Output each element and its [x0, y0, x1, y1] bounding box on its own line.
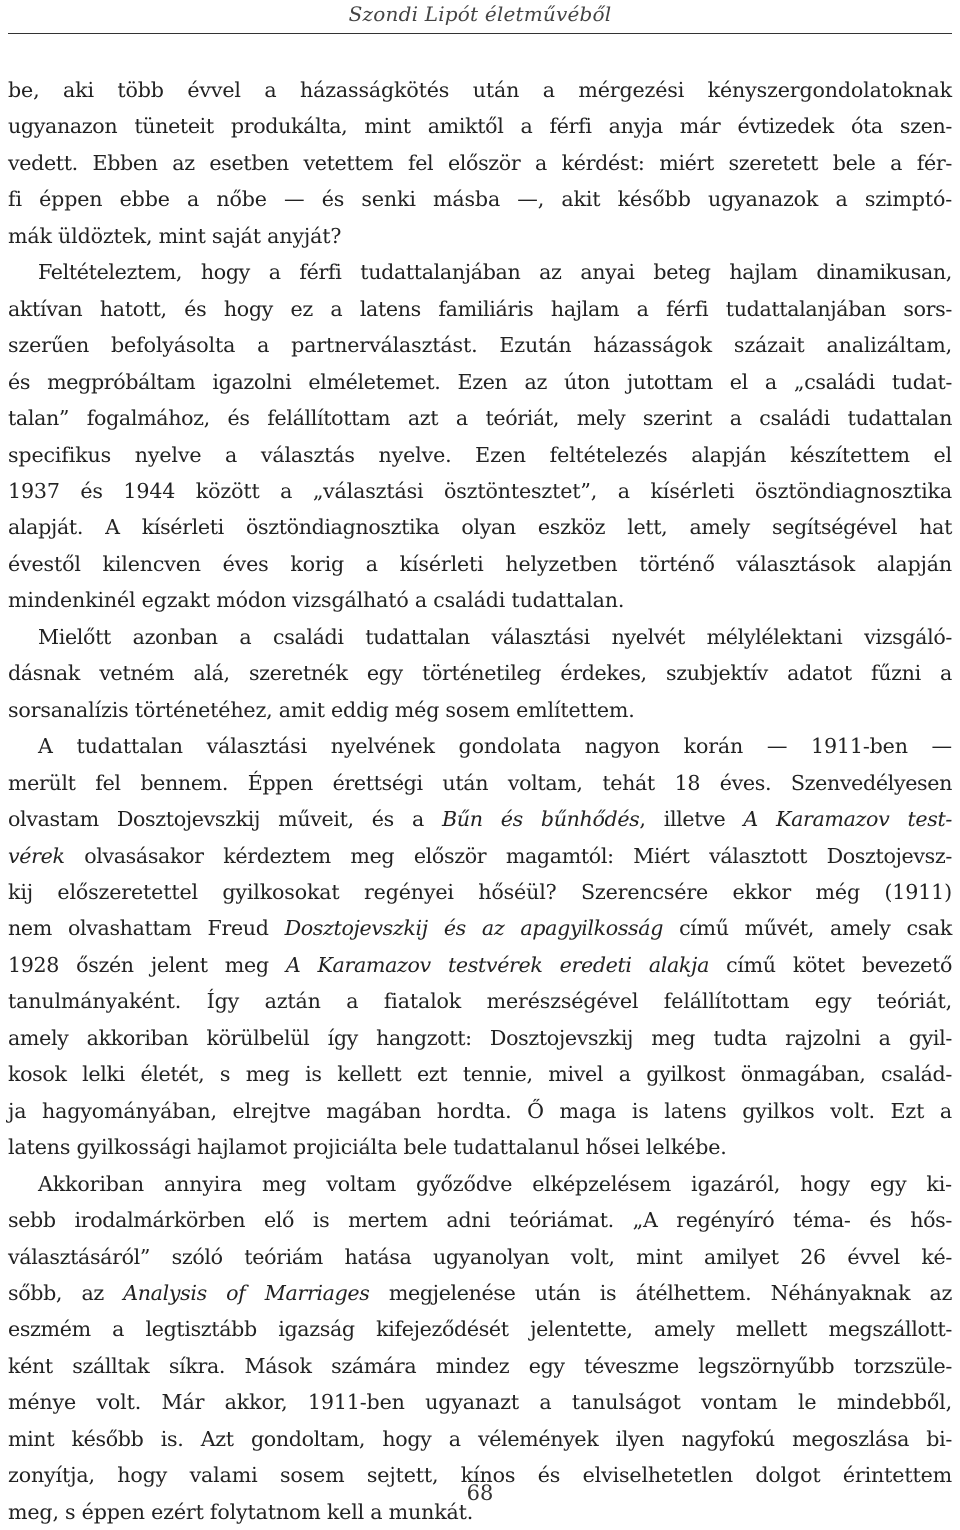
book-title: Bűn és bűnhődés: [442, 807, 640, 832]
text-run: olvastam Dosztojevszkij műveit, és a: [8, 807, 443, 832]
book-title: Dosztojevszkij és az apagyilkosság: [284, 916, 664, 941]
text-line-with-italic: [8, 838, 952, 874]
text-line: eszmém a legtisztább igazság kifejeződését jelentette, amely mellett megszállott-: [8, 1317, 952, 1342]
text-run: 1928 őszén jelent meg: [8, 952, 286, 977]
text-line: meg, s éppen ezért folytatnom kell a munkát.: [8, 1499, 474, 1524]
text-line: aktívan hatott, és hogy ez a latens familiáris hajlam a férfi tudattalanjában sors-: [8, 296, 952, 321]
paragraph-first-line: Mielőtt azonban a családi tudattalan választási nyelvét mélylélektani vizsgáló-: [38, 624, 952, 649]
text-line: és megpróbáltam igazolni elméletemet. Ezen az úton jutottam el a „családi tudat-: [8, 369, 952, 394]
text-run: nem olvashattam Freud: [8, 916, 285, 941]
text-line: 1937 és 1944 között a „választási ösztöntesztet”, a kísérleti ösztöndiagnosztika: [8, 478, 952, 503]
text-line: mindenkinél egzakt módon vizsgálható a családi tudattalan.: [8, 588, 625, 613]
header-rule: [8, 33, 952, 34]
text-line: kosok lelki életét, s meg is kellett ezt tennie, mivel a gyilkost önmagában, család-: [8, 1062, 952, 1087]
paragraph-first-line: Feltételeztem, hogy a férfi tudattalanjában az anyai beteg hajlam dinamikusan,: [38, 260, 952, 285]
text-line: sorsanalízis történetéhez, amit eddig még sosem említettem.: [8, 697, 635, 722]
text-run: , illetve: [639, 807, 744, 832]
text-line: mint később is. Azt gondoltam, hogy a vélemények ilyen nagyfokú megoszlása bi-: [8, 1426, 952, 1451]
page-number: 68: [466, 1481, 494, 1505]
text-line-with-italic: [8, 1275, 952, 1311]
text-line: ménye volt. Már akkor, 1911-ben ugyanazt a tanulságot vontam le mindebből,: [8, 1390, 952, 1415]
text-line: ja hagyományában, elrejtve magában hordta. Ő maga is latens gyilkos volt. Ezt a: [8, 1098, 952, 1123]
text-line: ugyanazon tüneteit produkálta, mint amiktől a férfi anyja már évtizedek óta szen-: [8, 114, 952, 139]
text-line: specifikus nyelve a választás nyelve. Ezen feltételezés alapján készítettem el: [8, 442, 952, 467]
text-line: alapját. A kísérleti ösztöndiagnosztika olyan eszköz lett, amely segítségével hat: [8, 515, 952, 540]
text-line: latens gyilkossági hajlamot projiciálta bele tudattalanul hősei lelkébe.: [8, 1135, 727, 1160]
text-run: sőbb, az: [8, 1280, 124, 1305]
text-line: fi éppen ebbe a nőbe — és senki másba —, akit később ugyanazok a szimptó-: [8, 187, 952, 212]
text-line: merült fel bennem. Éppen érettségi után voltam, tehát 18 éves. Szenvedélyesen: [8, 770, 952, 795]
text-run: című művét, amely csak: [663, 916, 952, 941]
text-run: című kötet bevezető: [709, 952, 952, 977]
text-line: tanulmányaként. Így aztán a fiatalok merészségével felállítottam egy teóriát,: [8, 989, 952, 1014]
text-line: mák üldöztek, mint saját anyját?: [8, 223, 342, 248]
text-line-with-italic: [8, 801, 952, 837]
book-title: A Karamazov testvérek eredeti alakja: [285, 952, 710, 977]
text-line: amely akkoriban körülbelül így hangzott: Dosztojevszkij meg tudta rajzolni a gyil-: [8, 1025, 952, 1050]
text-line-with-italic: [8, 910, 952, 946]
text-line: dásnak vetném alá, szeretnék egy történetileg érdekes, szubjektív adatot fűzni a: [8, 661, 952, 686]
book-title: Analysis of Marriages: [123, 1280, 370, 1305]
text-line: kij előszeretettel gyilkosokat regényei hőséül? Szerencsére ekkor még (1911): [8, 879, 952, 904]
text-line: évestől kilencven éves korig a kísérleti helyzetben történő választások alapján: [8, 551, 952, 576]
book-title: vérek: [8, 843, 65, 868]
book-title: A Karamazov test-: [743, 807, 952, 832]
text-run: megjelenése után is átélhettem. Néhányaknak az: [369, 1280, 952, 1305]
text-run: olvasásakor kérdeztem meg először magamtól: Miért választott Dosztojevsz-: [64, 843, 952, 868]
text-line: ként szálltak síkra. Mások számára mindez egy téveszme legszörnyűbb torzszüle-: [8, 1353, 952, 1378]
body-text: [8, 72, 952, 1530]
text-line: vedett. Ebben az esetben vetettem fel először a kérdést: miért szeretett bele a fér-: [8, 150, 952, 175]
paragraph-first-line: A tudattalan választási nyelvének gondolata nagyon korán — 1911-ben —: [38, 734, 952, 759]
text-line: talan” fogalmához, és felállítottam azt a teóriát, mely szerint a családi tudattalan: [8, 406, 952, 431]
text-line-with-italic: [8, 947, 952, 983]
text-line: zonyítja, hogy valami sosem sejtett, kínos és elviselhetetlen dolgot érintettem: [8, 1463, 952, 1488]
text-line: szerűen befolyásolta a partnerválasztást. Ezután házasságok százait analizáltam,: [8, 333, 952, 358]
text-line: sebb irodalmárkörben elő is mertem adni teóriámat. „A regényíró téma- és hős-: [8, 1208, 952, 1233]
running-head: Szondi Lipót életművéből: [348, 2, 612, 26]
paragraph-first-line: Akkoriban annyira meg voltam győződve elképzelésem igazáról, hogy egy ki-: [38, 1171, 952, 1196]
text-line: be, aki több évvel a házasságkötés után a mérgezési kényszergondolatoknak: [8, 78, 952, 102]
text-line: választásáról” szóló teóriám hatása ugyanolyan volt, mint amilyet 26 évvel ké-: [8, 1244, 952, 1269]
